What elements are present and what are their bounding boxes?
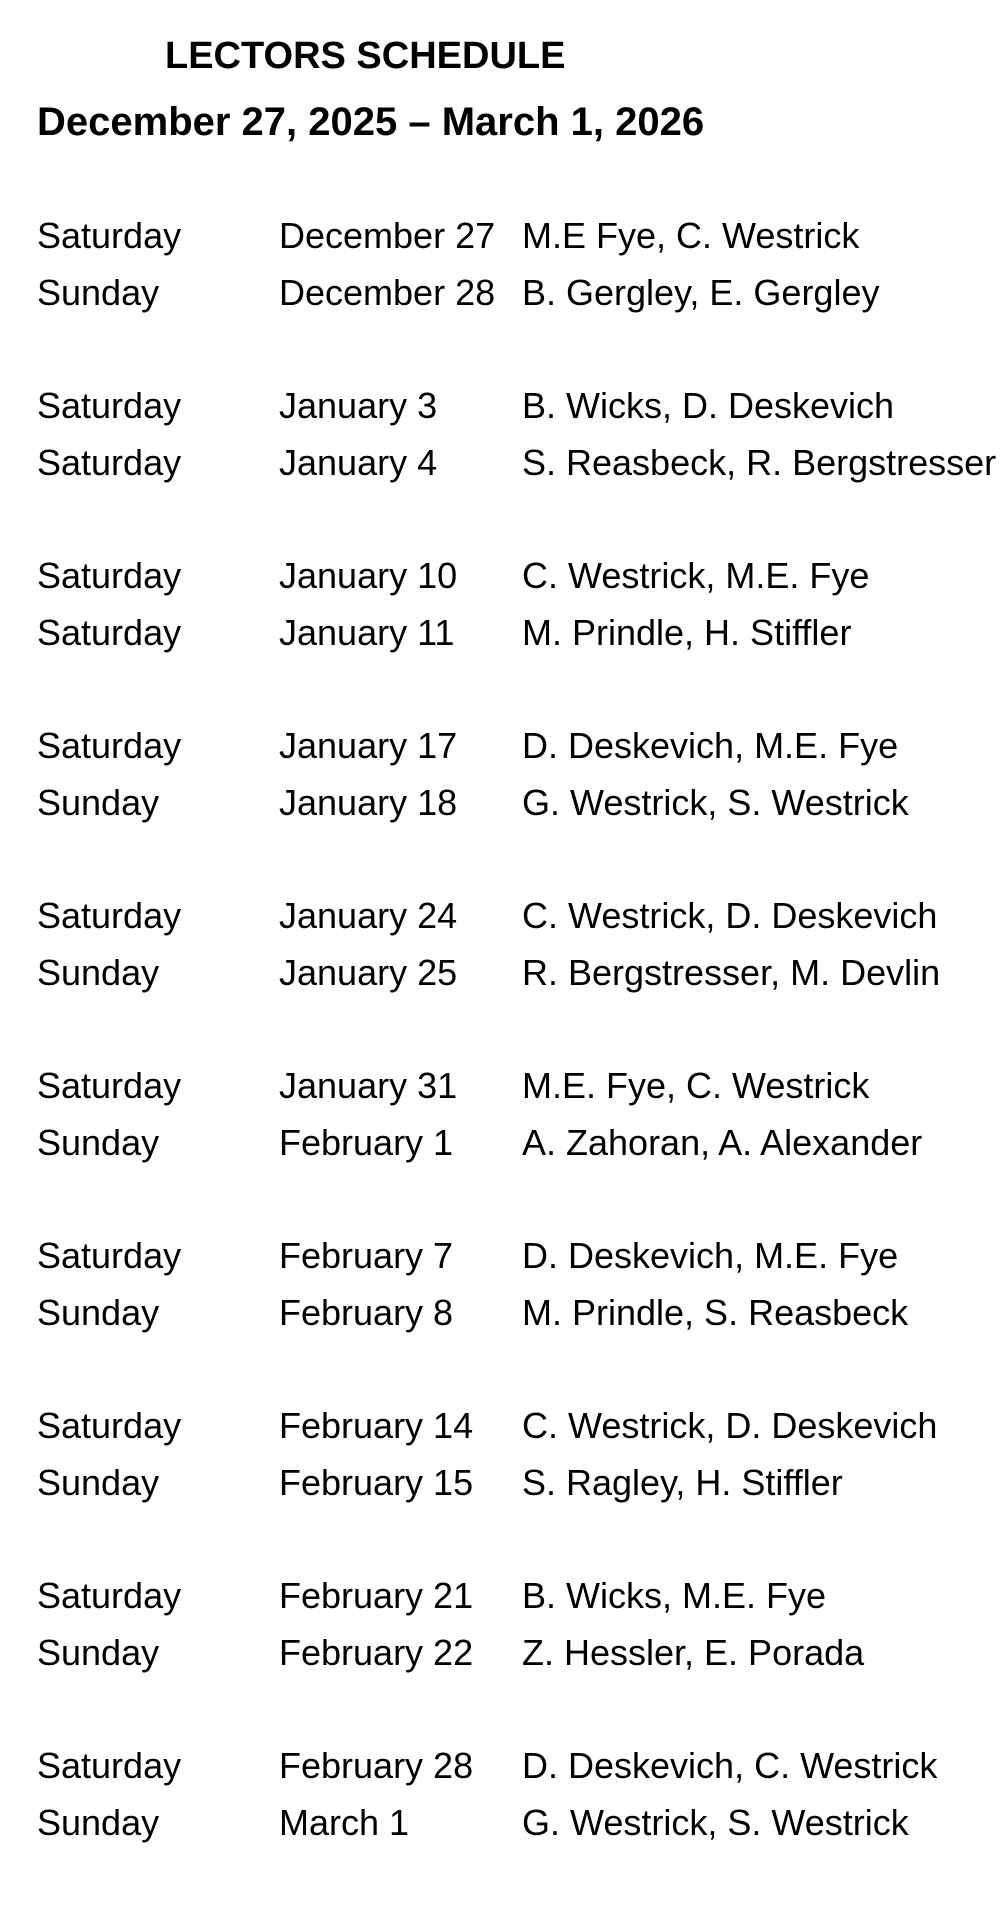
lectors-cell: C. Westrick, D. Deskevich	[522, 895, 938, 936]
date-cell: January 18	[279, 782, 458, 823]
schedule-row	[37, 1454, 997, 1511]
day-cell: Sunday	[37, 1122, 160, 1163]
lectors-cell: M. Prindle, H. Stiffler	[522, 612, 852, 653]
day-cell: Saturday	[37, 1235, 182, 1276]
day-cell: Saturday	[37, 895, 182, 936]
schedule-list	[37, 207, 997, 1907]
lectors-cell: S. Reasbeck, R. Bergstresser	[522, 442, 997, 483]
day-cell: Sunday	[37, 1632, 160, 1673]
date-cell: February 15	[279, 1462, 474, 1503]
schedule-row	[37, 774, 997, 831]
schedule-row	[37, 434, 997, 491]
day-cell: Saturday	[37, 612, 182, 653]
lectors-cell: D. Deskevich, C. Westrick	[522, 1745, 938, 1786]
lectors-cell: B. Gergley, E. Gergley	[522, 272, 880, 313]
schedule-row	[37, 887, 997, 944]
schedule-row	[37, 1794, 997, 1851]
day-cell: Saturday	[37, 1065, 182, 1106]
date-cell: January 17	[279, 725, 458, 766]
day-cell: Saturday	[37, 725, 182, 766]
weekend-group	[37, 547, 997, 661]
date-cell: February 8	[279, 1292, 454, 1333]
lectors-cell: D. Deskevich, M.E. Fye	[522, 1235, 899, 1276]
lectors-cell: Z. Hessler, E. Porada	[522, 1632, 865, 1673]
schedule-row	[37, 1567, 997, 1624]
day-cell: Sunday	[37, 1462, 160, 1503]
lectors-cell: R. Bergstresser, M. Devlin	[522, 952, 941, 993]
day-cell: Saturday	[37, 1405, 182, 1446]
schedule-row	[37, 717, 997, 774]
weekend-group	[37, 207, 997, 321]
lectors-cell: D. Deskevich, M.E. Fye	[522, 725, 899, 766]
schedule-row	[37, 264, 997, 321]
lectors-cell: A. Zahoran, A. Alexander	[522, 1122, 923, 1163]
schedule-row	[37, 1057, 997, 1114]
date-cell: December 27	[279, 215, 496, 256]
lectors-cell: M.E Fye, C. Westrick	[522, 215, 860, 256]
lectors-cell: S. Ragley, H. Stiffler	[522, 1462, 843, 1503]
weekend-group	[37, 1397, 997, 1511]
date-cell: January 31	[279, 1065, 458, 1106]
day-cell: Sunday	[37, 952, 160, 993]
date-range-heading: December 27, 2025 – March 1, 2026	[37, 100, 705, 144]
schedule-row	[37, 1114, 997, 1171]
date-cell: January 4	[279, 442, 438, 483]
day-cell: Sunday	[37, 1292, 160, 1333]
day-cell: Saturday	[37, 442, 182, 483]
date-cell: January 3	[279, 385, 438, 426]
day-cell: Saturday	[37, 215, 182, 256]
day-cell: Sunday	[37, 272, 160, 313]
schedule-row	[37, 1737, 997, 1794]
schedule-row	[37, 944, 997, 1001]
schedule-row	[37, 547, 997, 604]
weekend-group	[37, 1567, 997, 1681]
lectors-cell: C. Westrick, M.E. Fye	[522, 555, 870, 596]
date-cell: February 21	[279, 1575, 474, 1616]
date-cell: February 7	[279, 1235, 454, 1276]
date-cell: January 10	[279, 555, 458, 596]
day-cell: Saturday	[37, 555, 182, 596]
weekend-group	[37, 717, 997, 831]
weekend-group	[37, 887, 997, 1001]
lectors-cell: G. Westrick, S. Westrick	[522, 782, 909, 823]
day-cell: Saturday	[37, 385, 182, 426]
date-cell: December 28	[279, 272, 496, 313]
page-title: LECTORS SCHEDULE	[165, 35, 566, 77]
lectors-cell: B. Wicks, D. Deskevich	[522, 385, 895, 426]
weekend-group	[37, 1737, 997, 1851]
date-cell: February 22	[279, 1632, 474, 1673]
weekend-group	[37, 1057, 997, 1171]
schedule-row	[37, 1624, 997, 1681]
lectors-cell: G. Westrick, S. Westrick	[522, 1802, 909, 1843]
date-cell: March 1	[279, 1802, 410, 1843]
day-cell: Sunday	[37, 1802, 160, 1843]
date-cell: February 1	[279, 1122, 454, 1163]
date-cell: January 11	[279, 612, 455, 653]
lectors-cell: C. Westrick, D. Deskevich	[522, 1405, 938, 1446]
day-cell: Saturday	[37, 1575, 182, 1616]
schedule-row	[37, 604, 997, 661]
schedule-row	[37, 1397, 997, 1454]
schedule-row	[37, 1284, 997, 1341]
lectors-cell: M.E. Fye, C. Westrick	[522, 1065, 870, 1106]
date-cell: February 14	[279, 1405, 474, 1446]
schedule-row	[37, 377, 997, 434]
date-cell: February 28	[279, 1745, 474, 1786]
day-cell: Saturday	[37, 1745, 182, 1786]
lectors-cell: B. Wicks, M.E. Fye	[522, 1575, 827, 1616]
weekend-group	[37, 1227, 997, 1341]
lectors-cell: M. Prindle, S. Reasbeck	[522, 1292, 909, 1333]
date-cell: January 25	[279, 952, 458, 993]
schedule-row	[37, 1227, 997, 1284]
weekend-group	[37, 377, 997, 491]
date-cell: January 24	[279, 895, 458, 936]
schedule-row	[37, 207, 997, 264]
day-cell: Sunday	[37, 782, 160, 823]
